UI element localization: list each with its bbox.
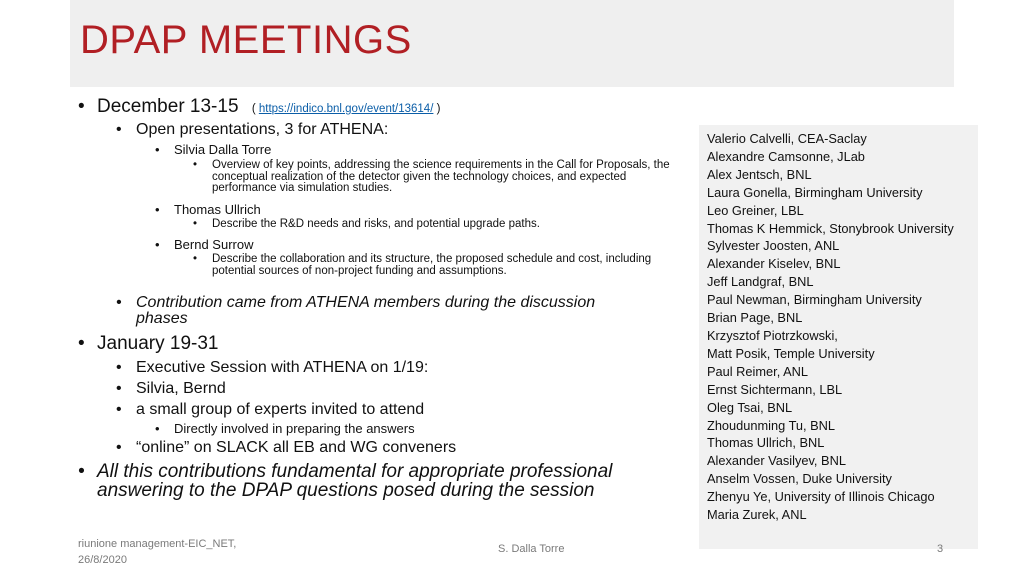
directly-involved: • Directly involved in preparing the answers	[155, 421, 415, 436]
participant-name: Oleg Tsai, BNL	[707, 399, 793, 415]
presenter-silvia-desc: • Overview of key points, addressing the science requirements in the Call for Proposals, the conceptual realization of the detector given the technology choices, and expected performance via simulation studies.	[193, 159, 670, 194]
presenter-thomas-desc: • Describe the R&D needs and risks, and potential upgrade paths.	[193, 217, 540, 230]
footer-meeting: riunione management-EIC_NET, 26/8/2020	[78, 538, 237, 566]
participant-name: Thomas K Hemmick, Stonybrook University	[707, 220, 954, 236]
bullet-december: • December 13-15 ( https://indico.bnl.gov/event/13614/ )	[78, 96, 441, 117]
participant-name: Sylvester Joosten, ANL	[707, 238, 840, 254]
participant-name: Zhenyu Ye, University of Illinois Chicago	[707, 489, 935, 505]
slide-title: DPAP MEETINGS	[80, 18, 412, 62]
participant-name: Ernst Sichtermann, LBL	[707, 381, 843, 397]
presenter-silvia: • Silvia Dalla Torre	[155, 142, 272, 157]
participant-name: Alex Jentsch, BNL	[707, 166, 812, 182]
people: • Silvia, Bernd	[116, 380, 226, 397]
participant-name: Laura Gonella, Birmingham University	[707, 184, 923, 200]
presenter-bernd-desc: • Describe the collaboration and its structure, the proposed schedule and cost, including potential sources of non-project funding and assumptions.	[193, 253, 652, 277]
slide-content	[78, 96, 678, 502]
indico-link[interactable]: https://indico.bnl.gov/event/13614/	[258, 103, 434, 115]
participant-name: Paul Reimer, ANL	[707, 363, 809, 379]
participant-name: Valerio Calvelli, CEA-Saclay	[707, 131, 867, 146]
title-band	[70, 0, 954, 87]
experts: • a small group of experts invited to attend	[116, 401, 425, 418]
participant-name: Thomas Ullrich, BNL	[707, 435, 825, 451]
presenter-bernd: • Bernd Surrow	[155, 237, 254, 252]
participant-name: Leo Greiner, LBL	[707, 202, 804, 218]
participants-list	[699, 125, 978, 524]
participants-box	[699, 125, 978, 549]
participant-name: Krzysztof Piotrzkowski,	[707, 327, 838, 343]
footer-author: S. Dalla Torre	[498, 543, 565, 555]
page-number: 3	[937, 543, 944, 555]
participant-name: Brian Page, BNL	[707, 310, 803, 326]
participant-name: Alexandre Camsonne, JLab	[707, 148, 865, 164]
contribution-note: • Contribution came from ATHENA members during the discussion phases	[116, 294, 596, 327]
open-presentations: • Open presentations, 3 for ATHENA:	[116, 121, 389, 138]
participant-name: Alexander Kiselev, BNL	[707, 256, 841, 272]
participant-name: Paul Newman, Birmingham University	[707, 292, 922, 308]
participant-name: Matt Posik, Temple University	[707, 345, 875, 361]
participant-name: Anselm Vossen, Duke University	[707, 471, 892, 487]
bullet-january: • January 19-31	[78, 333, 219, 354]
participant-name: Zhoudunming Tu, BNL	[707, 417, 836, 433]
participant-name: Jeff Landgraf, BNL	[707, 274, 814, 290]
closing-note: • All this contributions fundamental for appropriate professional answering to the DPAP questions posed during the session	[78, 461, 613, 501]
exec-session: • Executive Session with ATHENA on 1/19:	[116, 359, 429, 376]
participant-name: Maria Zurek, ANL	[707, 507, 807, 523]
online-slack: • “online” on SLACK all EB and WG conveners	[116, 439, 457, 456]
participant-name: Alexander Vasilyev, BNL	[707, 453, 846, 469]
presenter-thomas: • Thomas Ullrich	[155, 201, 261, 217]
bullet-dot: •	[78, 96, 85, 117]
